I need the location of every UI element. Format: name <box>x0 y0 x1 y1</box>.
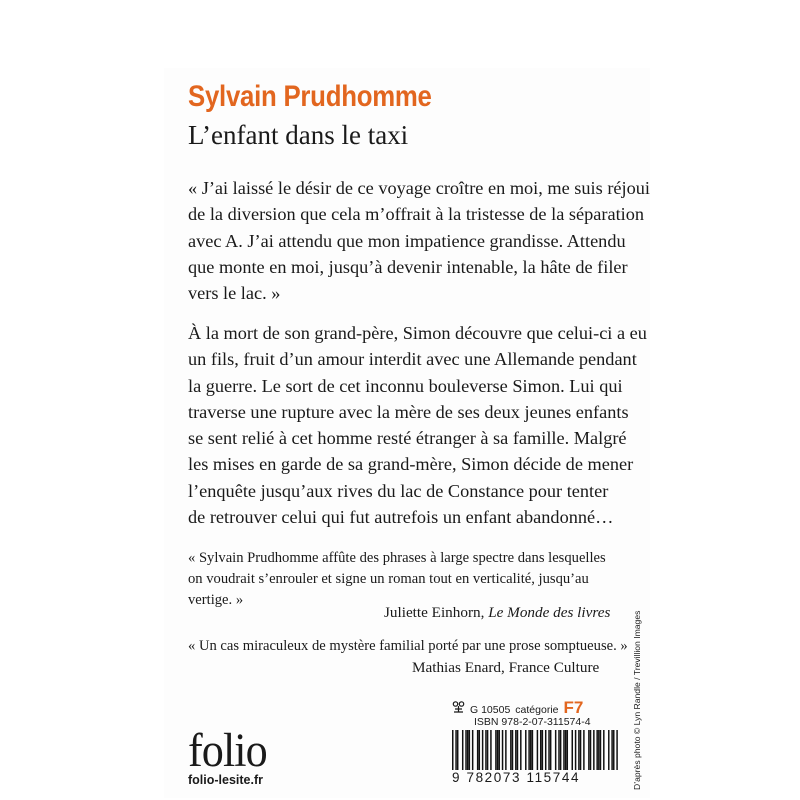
barcode-bar <box>497 730 498 770</box>
barcode-bar <box>563 730 564 770</box>
review-line: « Sylvain Prudhomme affûte des phrases à large spectre dans lesquelles <box>188 550 606 566</box>
barcode-bar <box>560 730 561 770</box>
barcode-bar <box>596 730 597 770</box>
epigraph-line: vers le lac. » <box>188 283 281 304</box>
barcode-bar <box>600 730 601 770</box>
barcode-bar <box>575 730 576 770</box>
barcode-bar <box>487 730 488 770</box>
review-attribution-1 <box>384 604 610 622</box>
summary-line: se sent relié à cet homme resté étranger à sa famille. Malgré <box>188 428 627 449</box>
barcode-bar <box>565 730 566 770</box>
barcode-bar <box>545 730 546 770</box>
summary-line: un fils, fruit d’un amour interdit avec une Allemande pendant <box>188 349 637 370</box>
barcode-bar <box>502 730 503 770</box>
barcode-bar <box>505 730 506 770</box>
epigraph-line: avec A. J’ai attendu que mon impatience grandisse. Attendu <box>188 230 626 251</box>
publisher-website: folio-lesite.fr <box>188 773 264 787</box>
barcode-bar <box>613 730 614 770</box>
barcode-bar <box>558 730 559 770</box>
summary-line: traverse une rupture avec la mère de ses deux jeunes enfants <box>188 401 629 422</box>
barcode-bar <box>537 730 538 770</box>
barcode-bar <box>590 730 591 770</box>
barcode-bar <box>542 730 543 770</box>
epigraph-line: de la diversion que cela m’offrait à la tristesse de la séparation <box>188 204 645 225</box>
barcode-bar <box>578 730 579 770</box>
summary-line: l’enquête jusqu’aux rives du lac de Constance pour tenter <box>188 480 609 501</box>
barcode-bar <box>517 730 518 770</box>
review-quote-2 <box>188 636 628 657</box>
catalog-number: G 10505 <box>470 704 511 716</box>
folio-emblem-icon <box>452 701 465 713</box>
barcode-bar <box>498 730 499 770</box>
review-quote-1 <box>188 548 606 611</box>
isbn: ISBN 978-2-07-311574-4 <box>474 716 591 728</box>
barcode-bar <box>550 730 551 770</box>
barcode-bar <box>611 730 612 770</box>
barcode-bar <box>465 730 466 770</box>
barcode-bar <box>593 730 594 770</box>
author-name: Sylvain Prudhomme <box>188 80 432 113</box>
photo-credit: D’après photo © Lyn Randle / Trevillion Images <box>632 610 642 790</box>
barcode-bar <box>512 730 513 770</box>
barcode-bar <box>455 730 456 770</box>
barcode-bar <box>457 730 458 770</box>
review-line: on voudrait s’enrouler et signe un roman tout en verticalité, jusqu’au <box>188 571 589 587</box>
barcode-bar <box>608 730 609 770</box>
barcode-bar <box>580 730 581 770</box>
review-line: « Un cas miraculeux de mystère familial porté par une prose somptueuse. » <box>188 638 628 654</box>
review-line: vertige. » <box>188 592 244 608</box>
summary-line: de retrouver celui qui fut autrefois un enfant abandonné… <box>188 507 614 528</box>
barcode-bar <box>567 730 568 770</box>
summary-line: les mises en garde de sa grand-mère, Simon décide de mener <box>188 454 634 475</box>
barcode-bar <box>467 730 468 770</box>
barcode-bar <box>510 730 511 770</box>
barcode-bar <box>528 730 529 770</box>
summary-line: la guerre. Le sort de cet inconnu bouleverse Simon. Lui qui <box>188 375 623 396</box>
epigraph-line: « J’ai laissé le désir de ce voyage croître en moi, me suis réjoui <box>188 178 650 198</box>
category-value: F7 <box>563 698 584 717</box>
barcode-bar <box>572 730 573 770</box>
barcode-bar <box>583 730 584 770</box>
barcode-bar <box>469 730 470 770</box>
barcode-bar <box>532 730 533 770</box>
review-attribution-2: Mathias Enard, France Culture <box>412 659 600 676</box>
book-title: L’enfant dans le taxi <box>188 120 409 150</box>
barcode-bar <box>520 730 521 770</box>
critic-name: Juliette Einhorn, <box>384 604 485 621</box>
epigraph-line: que monte en moi, jusqu’à devenir intenable, la hâte de filer <box>188 256 628 277</box>
barcode-bar <box>479 730 480 770</box>
folio-logo: folio <box>188 724 267 777</box>
barcode-bar <box>482 730 483 770</box>
barcode-bar <box>598 730 599 770</box>
barcode-digits: 9 782073 115744 <box>452 770 618 785</box>
barcode-bar <box>548 730 549 770</box>
barcode-bar <box>485 730 486 770</box>
summary-line: À la mort de son grand-père, Simon découvre que celui-ci a eu <box>188 323 647 343</box>
summary <box>188 320 647 530</box>
barcode-bar <box>616 730 617 770</box>
epigraph <box>188 175 650 306</box>
barcode-bar <box>525 730 526 770</box>
barcode-bar <box>530 730 531 770</box>
barcode-bar <box>515 730 516 770</box>
barcode-bar <box>540 730 541 770</box>
barcode-bar <box>495 730 496 770</box>
catalog-code <box>452 698 583 718</box>
barcode-bar <box>472 730 473 770</box>
barcode-bar <box>555 730 556 770</box>
barcode-bar <box>603 730 604 770</box>
barcode-bar <box>477 730 478 770</box>
barcode-bar <box>452 730 453 770</box>
category-label: catégorie <box>515 704 559 716</box>
barcode-bar <box>462 730 463 770</box>
barcode-bar <box>588 730 589 770</box>
review-source: Le Monde des livres <box>488 604 611 621</box>
barcode-bar <box>490 730 491 770</box>
